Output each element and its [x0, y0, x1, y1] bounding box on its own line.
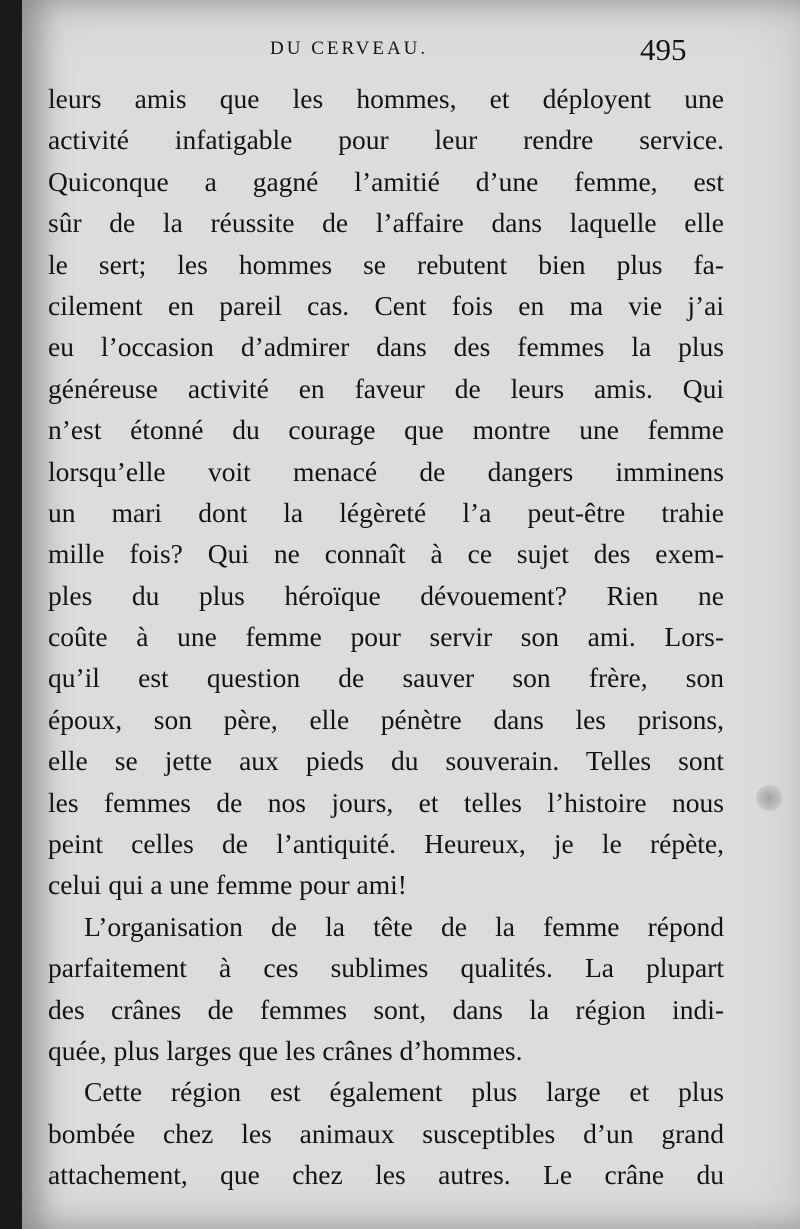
page-header: [22, 32, 800, 82]
text-line: leurs amis que les hommes, et déployent une: [48, 83, 724, 114]
paragraph-end-line: quée, plus larges que les crânes d’hommes.: [48, 1034, 523, 1066]
text-line: qu’il est question de sauver son frère, son: [48, 662, 724, 694]
paragraph-start-line: Cette région est également plus large et plus: [84, 1076, 724, 1108]
body-text: [48, 78, 724, 1196]
text-line: coûte à une femme pour servir son ami. Lors-: [48, 621, 724, 653]
paper-stain: [756, 785, 782, 811]
text-line: des crânes de femmes sont, dans la région indi-: [48, 993, 724, 1025]
text-line: le sert; les hommes se rebutent bien plus fa-: [48, 248, 724, 280]
text-line: n’est étonné du courage que montre une femme: [48, 414, 724, 446]
text-line: bombée chez les animaux susceptibles d’un grand: [48, 1117, 724, 1149]
text-line: Quiconque a gagné l’amitié d’une femme, est: [48, 165, 724, 197]
text-line: un mari dont la légèreté l’a peut-être trahie: [48, 496, 724, 528]
text-line: ples du plus héroïque dévouement? Rien ne: [48, 579, 724, 611]
text-line: eu l’occasion d’admirer dans des femmes la plus: [48, 331, 724, 363]
text-line: les femmes de nos jours, et telles l’histoire nous: [48, 786, 724, 818]
paragraph-start-line: L’organisation de la tête de la femme répond: [84, 910, 724, 942]
text-line: attachement, que chez les autres. Le crâne du: [48, 1159, 724, 1191]
text-line: cilement en pareil cas. Cent fois en ma vie j’ai: [48, 289, 724, 321]
text-line: généreuse activité en faveur de leurs amis. Qui: [48, 372, 724, 404]
text-line: parfaitement à ces sublimes qualités. La plupart: [48, 952, 724, 984]
text-line: mille fois? Qui ne connaît à ce sujet des exem-: [48, 538, 724, 570]
text-line: époux, son père, elle pénètre dans les prisons,: [48, 703, 724, 735]
paragraph-end-line: celui qui a une femme pour ami!: [48, 869, 407, 901]
page-number: 495: [640, 32, 687, 67]
book-page: [22, 0, 800, 1229]
text-line: elle se jette aux pieds du souverain. Telles sont: [48, 745, 724, 777]
text-line: peint celles de l’antiquité. Heureux, je le répète,: [48, 828, 724, 860]
running-head: DU CERVEAU.: [270, 38, 429, 59]
text-line: sûr de la réussite de l’affaire dans laquelle elle: [48, 207, 724, 239]
text-line: activité infatigable pour leur rendre service.: [48, 124, 724, 156]
text-line: lorsqu’elle voit menacé de dangers imminens: [48, 455, 724, 487]
